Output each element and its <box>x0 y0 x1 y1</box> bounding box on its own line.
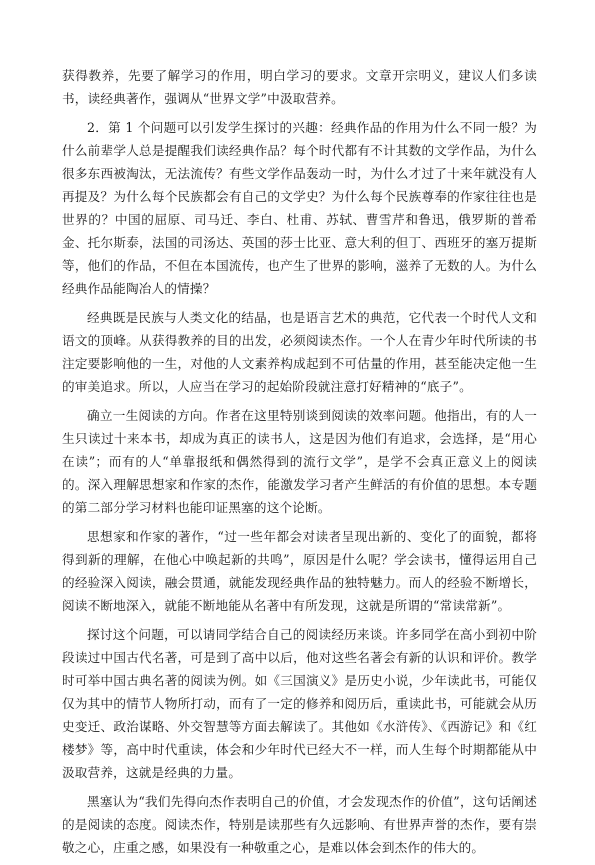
paragraph-6: 探讨这个问题，可以请同学结合自己的阅读经历来谈。许多同学在高小到初中阶段读过中国古代名著，可是到了高中以后，他对这些名著会有新的认识和评价。教学时可举中国古典名著的阅读为例。如《三国演义》是历史小说，少年读此书，可能仅仅为其中的情节人物所打动，而有了一定的修养和阅历后，重读此书，可能就会从历史变迁、政治谋略、外交智慧等方面去解读了。其他如《水浒传》、《西游记》和《红楼梦》等，高中时代重读，体会和少年时代已经大不一样，而人生每个时期都能从中汲取营养，这就是经典的力量。 <box>62 627 537 780</box>
paragraph-5: 思想家和作家的著作，“过一些年都会对读者呈现出新的、变化了的面貌，都将得到新的理解，在他心中唤起新的共鸣”，原因是什么呢？学会读书，懂得运用自己的经验深入阅读，融会贯通，就能发现经典作品的独特魅力。而人的经验不断增长，阅读不断地深入，就能不断地能从名著中有所发现，这就是所谓的“常读常新”。 <box>62 529 537 613</box>
paragraph-3: 经典既是民族与人类文化的结晶，也是语言艺术的典范，它代表一个时代人文和语文的顶峰。从获得教养的目的出发，必须阅读杰作。一个人在青少年时代所读的书注定要影响他的一生，对他的人文素养构成起到不可估量的作用，甚至能决定他一生的审美追求。所以，人应当在学习的起始阶段就注意打好精神的“底子”。 <box>62 310 537 394</box>
paragraph-7: 黑塞认为“我们先得向杰作表明自己的价值，才会发现杰作的价值”，这句话阐述的是阅读的态度。阅读杰作，特别是读那些有久远影响、有世界声誉的杰作，要有崇敬之心，庄重之感，如果没有一种敬重之心，是难以体会到杰作的伟大的。 <box>62 794 537 855</box>
paragraph-1: 获得教养，先要了解学习的作用，明白学习的要求。文章开宗明义，建议人们多读书，读经典著作，强调从“世界文学”中汲取营养。 <box>62 68 537 106</box>
document-body <box>62 64 537 865</box>
paragraph-4: 确立一生阅读的方向。作者在这里特别谈到阅读的效率问题。他指出，有的人一生只读过十来本书，却成为真正的读书人，这是因为他们有追求，会选择，是“用心在读”；而有的人“单靠报纸和偶然得到的流行文学”，是学不会真正意义上的阅读的。深入理解思想家和作家的杰作，能激发学习者产生鲜活的有价值的思想。本专题的第二部分学习材料也能印证黑塞的这个论断。 <box>62 408 537 515</box>
paragraph-2: 2．第 1 个问题可以引发学生探讨的兴趣：经典作品的作用为什么不同一般？为什么前辈学人总是提醒我们读经典作品？每个时代都有不计其数的文学作品，为什么很多东西被淘汰，无法流传？有些文学作品轰动一时，为什么才过了十来年就没有人再提及？为什么每个民族都会有自己的文学史？为什么每个民族尊奉的作家往往也是世界的？中国的屈原、司马迁、李白、杜甫、苏轼、曹雪芹和鲁迅，俄罗斯的普希金、托尔斯泰，法国的司汤达、英国的莎士比亚、意大利的但丁、西班牙的塞万提斯等，他们的作品，不但在本国流传，也产生了世界的影响，滋养了无数的人。为什么经典作品能陶冶人的情操？ <box>62 120 537 296</box>
